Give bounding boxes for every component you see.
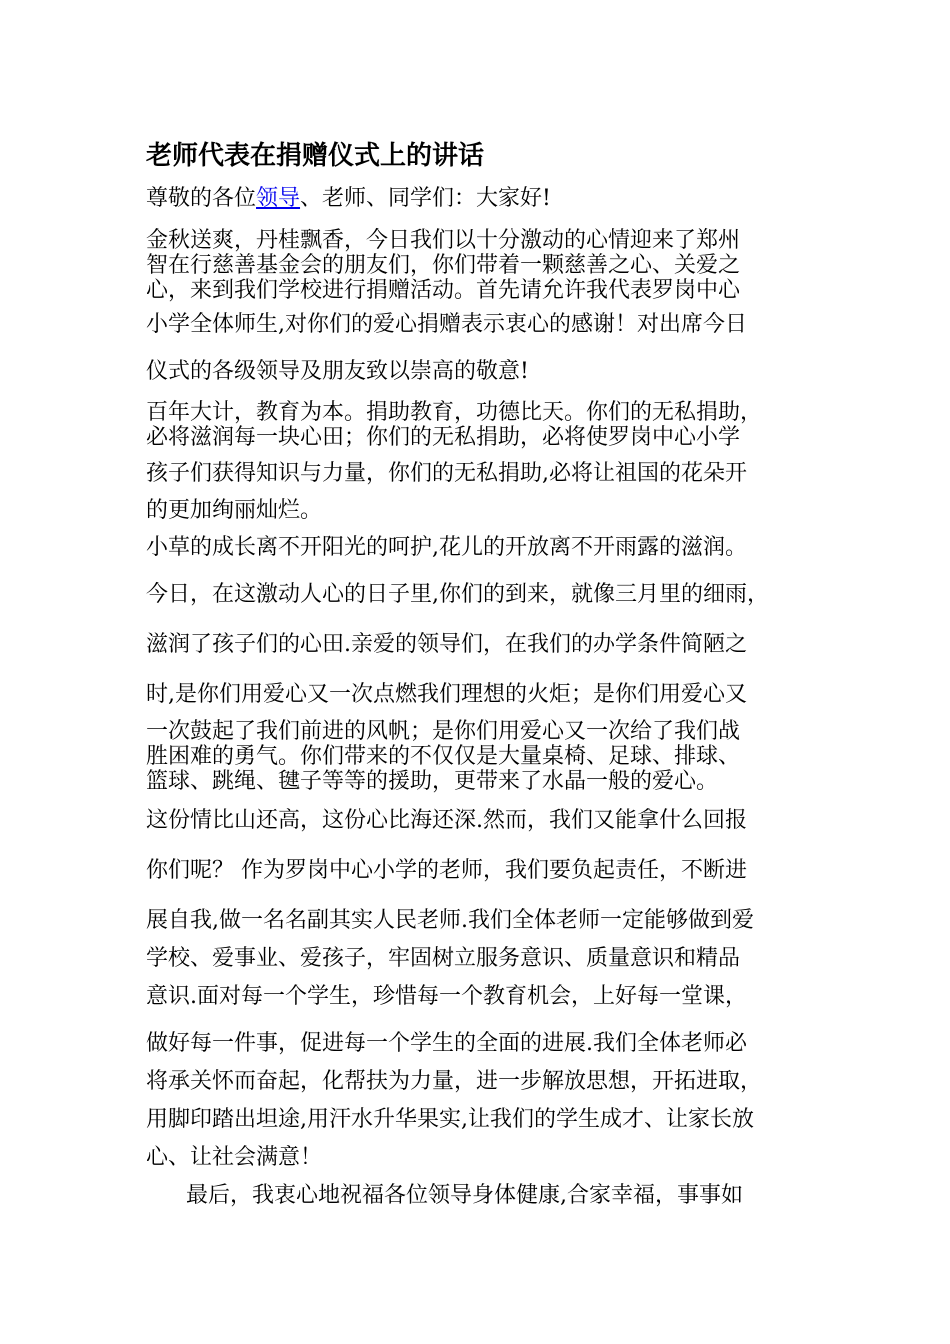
- body-line-22: 做好每一件事，促进每一个学生的全面的进展.我们全体老师必: [146, 1031, 747, 1056]
- body-line-3: 心，来到我们学校进行捐赠活动。首先请允许我代表罗岗中心: [146, 278, 741, 303]
- body-line-4: 小学全体师生,对你们的爱心捐赠表示衷心的感谢！对出席今日: [146, 312, 747, 337]
- body-line-11: 今日，在这激动人心的日子里,你们的到来，就像三月里的细雨，: [146, 582, 769, 607]
- body-line-15: 胜困难的勇气。你们带来的不仅仅是大量桌椅、足球、排球、: [146, 744, 741, 769]
- body-line-1: 金秋送爽，丹桂飘香，今日我们以十分激动的心情迎来了郑州: [146, 228, 741, 253]
- greeting-line: [146, 184, 551, 214]
- body-line-6: 百年大计，教育为本。捐助教育，功德比天。你们的无私捐助，: [146, 400, 763, 425]
- body-line-2: 智在行慈善基金会的朋友们，你们带着一颗慈善之心、关爱之: [146, 253, 741, 278]
- document-title: 老师代表在捐赠仪式上的讲话: [146, 141, 485, 171]
- body-line-19: 展自我,做一名名副其实人民老师.我们全体老师一定能够做到爱: [146, 908, 754, 933]
- body-line-7: 必将滋润每一块心田；你们的无私捐助，必将使罗岗中心小学: [146, 425, 741, 450]
- body-line-20: 学校、爱事业、爱孩子，牢固树立服务意识、质量意识和精品: [146, 946, 741, 971]
- body-line-16: 篮球、跳绳、毽子等等的援助，更带来了水晶一般的爱心。: [146, 769, 719, 794]
- leader-link[interactable]: 领导: [256, 186, 301, 211]
- body-line-17: 这份情比山还高，这份心比海还深.然而，我们又能拿什么回报: [146, 808, 747, 833]
- greeting-suffix: 、老师、同学们：大家好!: [300, 186, 551, 211]
- body-line-8: 孩子们获得知识与力量，你们的无私捐助,必将让祖国的花朵开: [146, 461, 747, 486]
- body-line-24: 用脚印踏出坦途,用汗水升华果实,让我们的学生成才、让家长放: [146, 1107, 754, 1132]
- body-line-14: 一次鼓起了我们前进的风帆；是你们用爱心又一次给了我们战: [146, 719, 741, 744]
- body-line-5: 仪式的各级领导及朋友致以崇高的敬意!: [146, 359, 529, 384]
- body-line-12: 滋润了孩子们的心田.亲爱的领导们，在我们的办学条件简陋之: [146, 632, 747, 657]
- body-line-23: 将承关怀而奋起，化帮扶为力量，进一步解放思想，开拓进取，: [146, 1069, 763, 1094]
- body-line-13: 时,是你们用爱心又一次点燃我们理想的火炬；是你们用爱心又: [146, 682, 747, 707]
- body-line-18: 你们呢？ 作为罗岗中心小学的老师，我们要负起责任，不断进: [146, 858, 747, 883]
- body-line-10: 小草的成长离不开阳光的呵护,花儿的开放离不开雨露的滋润。: [146, 535, 747, 560]
- body-line-9: 的更加绚丽灿烂。: [146, 498, 323, 523]
- body-line-21: 意识.面对每一个学生，珍惜每一个教育机会，上好每一堂课，: [146, 984, 747, 1009]
- greeting-prefix: 尊敬的各位: [146, 186, 257, 211]
- body-line-25: 心、让社会满意！: [146, 1145, 323, 1170]
- body-line-26: 最后，我衷心地祝福各位领导身体健康,合家幸福，事事如: [186, 1183, 743, 1208]
